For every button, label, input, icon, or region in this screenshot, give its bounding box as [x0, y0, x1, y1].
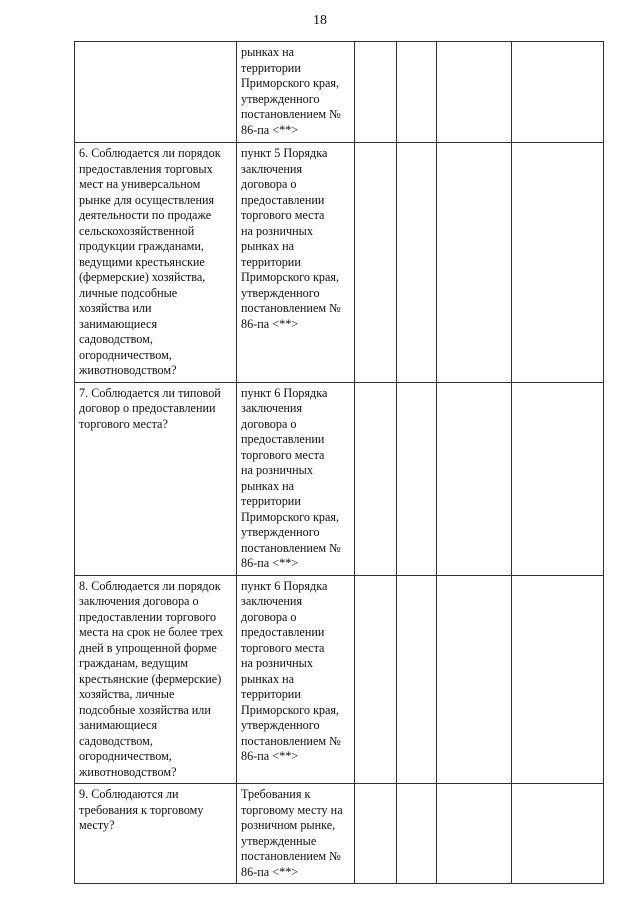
table-row: [75, 382, 604, 575]
not-applicable-cell[interactable]: [437, 143, 512, 383]
answer-yes-cell[interactable]: [355, 575, 397, 784]
reference-text: пункт 5 Порядка заключения договора о предоставлении торгового места на розничных рынках на территории Приморского края, утвержденного постановлением № 86-па <**>: [241, 146, 341, 331]
answer-no-cell[interactable]: [397, 784, 437, 884]
note-cell[interactable]: [512, 42, 604, 143]
question-text: 8. Соблюдается ли порядок заключения договора о предоставлении торгового места на срок не более трех дней в упрощенной форме гражданам, ведущим крестьянские (фермерские) хозяйства, личные подсобные хозяйства или занимающиеся садоводством, огородничеством, животноводством?: [79, 578, 224, 779]
note-cell[interactable]: [512, 382, 604, 575]
question-cell: [75, 575, 237, 784]
answer-yes-cell[interactable]: [355, 382, 397, 575]
question-cell: [75, 42, 237, 143]
answer-yes-cell[interactable]: [355, 143, 397, 383]
reference-cell: [237, 143, 355, 383]
not-applicable-cell[interactable]: [437, 42, 512, 143]
answer-no-cell[interactable]: [397, 575, 437, 784]
reference-cell: [237, 42, 355, 143]
note-cell[interactable]: [512, 575, 604, 784]
table-row: [75, 575, 604, 784]
reference-text: пункт 6 Порядка заключения договора о предоставлении торгового места на розничных рынках на территории Приморского края, утвержденного постановлением № 86-па <**>: [241, 578, 341, 763]
not-applicable-cell[interactable]: [437, 575, 512, 784]
table-row: [75, 143, 604, 383]
answer-yes-cell[interactable]: [355, 784, 397, 884]
reference-text: пункт 6 Порядка заключения договора о предоставлении торгового места на розничных рынках на территории Приморского края, утвержденного постановлением № 86-па <**>: [241, 385, 341, 570]
not-applicable-cell[interactable]: [437, 784, 512, 884]
checklist-table: [74, 41, 604, 884]
question-cell: [75, 784, 237, 884]
question-text: 9. Соблюдаются ли требования к торговому месту?: [79, 787, 204, 832]
question-text: 7. Соблюдается ли типовой договор о предоставлении торгового места?: [79, 385, 221, 431]
reference-cell: [237, 784, 355, 884]
answer-no-cell[interactable]: [397, 382, 437, 575]
answer-yes-cell[interactable]: [355, 42, 397, 143]
answer-no-cell[interactable]: [397, 42, 437, 143]
question-cell: [75, 143, 237, 383]
reference-cell: [237, 575, 355, 784]
note-cell[interactable]: [512, 143, 604, 383]
reference-text: Требования к торговому месту на розничном рынке, утвержденные постановлением № 86-па <**>: [241, 787, 343, 879]
question-text: 6. Соблюдается ли порядок предоставления торговых мест на универсальном рынке для осуществления деятельности по продаже сельскохозяйственной продукции гражданами, ведущими крестьянские (фермерские) хозяйства, личные подсобные хозяйства или занимающиеся садоводством, огородничеством, животноводством?: [79, 146, 221, 377]
not-applicable-cell[interactable]: [437, 382, 512, 575]
note-cell[interactable]: [512, 784, 604, 884]
table-row: [75, 42, 604, 143]
reference-cell: [237, 382, 355, 575]
reference-text: рынках на территории Приморского края, утвержденного постановлением № 86-па <**>: [241, 45, 341, 137]
page-number: 18: [313, 13, 327, 28]
question-cell: [75, 382, 237, 575]
answer-no-cell[interactable]: [397, 143, 437, 383]
table-row: [75, 784, 604, 884]
